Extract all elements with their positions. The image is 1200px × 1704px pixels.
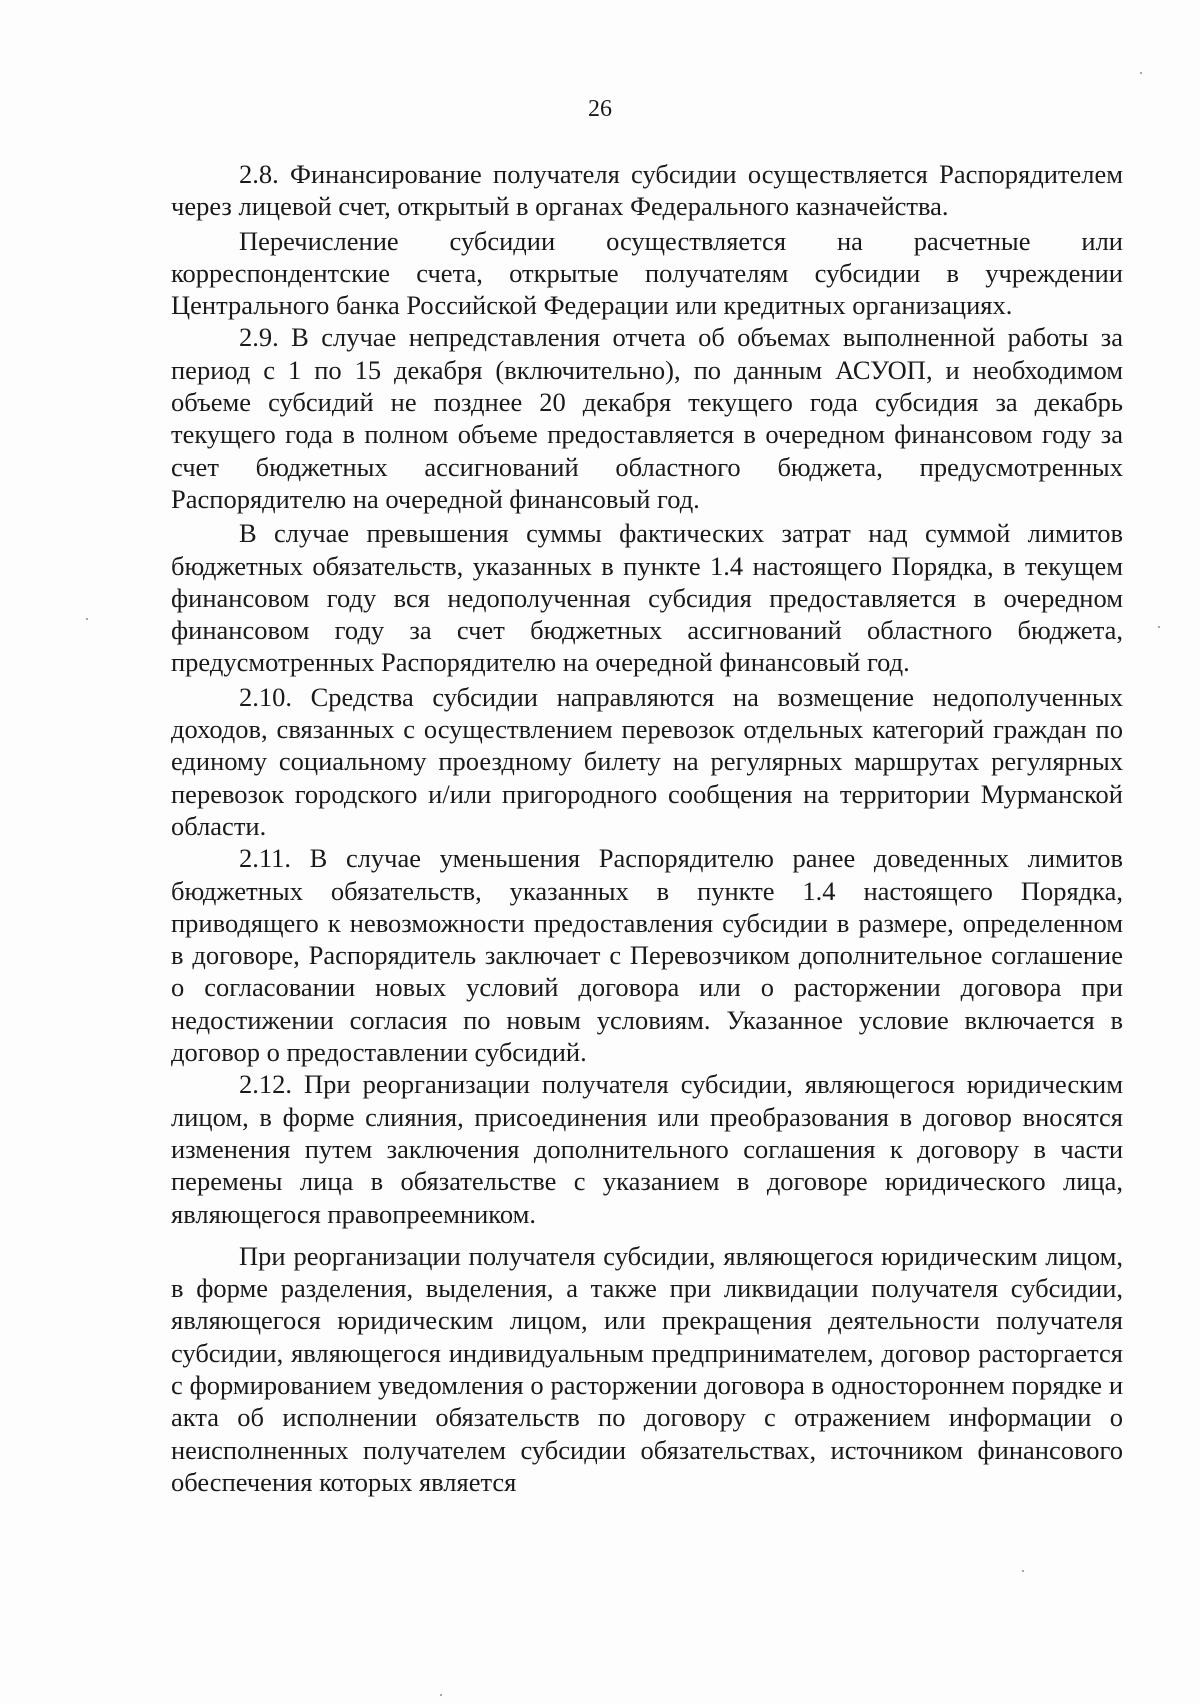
paragraph-2-12: 2.12. При реорганизации получателя субсидии, являющегося юридическим лицом, в форме слияния, присоединения или преобразования в договор вносятся изменения путем заключения дополнительного соглашения к договору в части перемены лица в обязательстве с указанием в договоре юридического лица, являющегося правопреемником.: [171, 1069, 1123, 1229]
paragraph-2-10: 2.10. Средства субсидии направляются на возмещение недополученных доходов, связанных с осуществлением перевозок отдельных категорий граждан по единому социальному проездному билету на регулярных маршрутах регулярных перевозок городского и/или пригородного сообщения на территории Мурманской области.: [171, 681, 1123, 841]
page-number: 26: [588, 96, 612, 122]
scan-speck: [1022, 1570, 1024, 1572]
scan-speck: [440, 1694, 442, 1696]
paragraph-2-8: 2.8. Финансирование получателя субсидии осуществляется Распорядителем через лицевой счет, открытый в органах Федерального казначейства.: [171, 159, 1123, 222]
scan-speck: [86, 618, 88, 620]
paragraph-2-9: 2.9. В случае непредставления отчета об объемах выполненной работы за период с 1 по 15 декабря (включительно), по данным АСУОП, и необходимом объеме субсидий не позднее 20 декабря текущего года субсидия за декабрь текущего года в полном объеме предоставляется в очередном финансовом году за счет бюджетных ассигнований областного бюджета, предусмотренных Распорядителю на очередной финансовый год.: [171, 322, 1123, 514]
paragraph-excess-costs: В случае превышения суммы фактических затрат над суммой лимитов бюджетных обязательств, указанных в пункте 1.4 настоящего Порядка, в текущем финансовом году вся недополученная субсидия предоставляется в очередном финансовом году за счет бюджетных ассигнований областного бюджета, предусмотренных Распорядителю на очередной финансовый год.: [171, 518, 1123, 678]
paragraph-reorganization: При реорганизации получателя субсидии, являющегося юридическим лицом, в форме разделения, выделения, а также при ликвидации получателя субсидии, являющегося юридическим лицом, или прекращения деятельности получателя субсидии, являющегося индивидуальным предпринимателем, договор расторгается с формированием уведомления о расторжении договора в одностороннем порядке и акта об исполнении обязательств по договору с отражением информации о неисполненных получателем субсидии обязательствах, источником финансового обеспечения которых является: [171, 1240, 1123, 1497]
scan-speck: [1158, 626, 1160, 628]
scan-speck: [1140, 72, 1142, 74]
document-body: [171, 158, 1123, 1498]
paragraph-2-11: 2.11. В случае уменьшения Распорядителю ранее доведенных лимитов бюджетных обязательств, указанных в пункте 1.4 настоящего Порядка, приводящего к невозможности предоставления субсидии в размере, определенном в договоре, Распорядитель заключает с Перевозчиком дополнительное соглашение о согласовании новых условий договора или о расторжении договора при недостижении согласия по новым условиям. Указанное условие включается в договор о предоставлении субсидий.: [171, 843, 1123, 1068]
paragraph-transfer: Перечисление субсидии осуществляется на расчетные или корреспондентские счета, открытые получателям субсидии в учреждении Центрального банка Российской Федерации или кредитных организациях.: [171, 225, 1123, 321]
